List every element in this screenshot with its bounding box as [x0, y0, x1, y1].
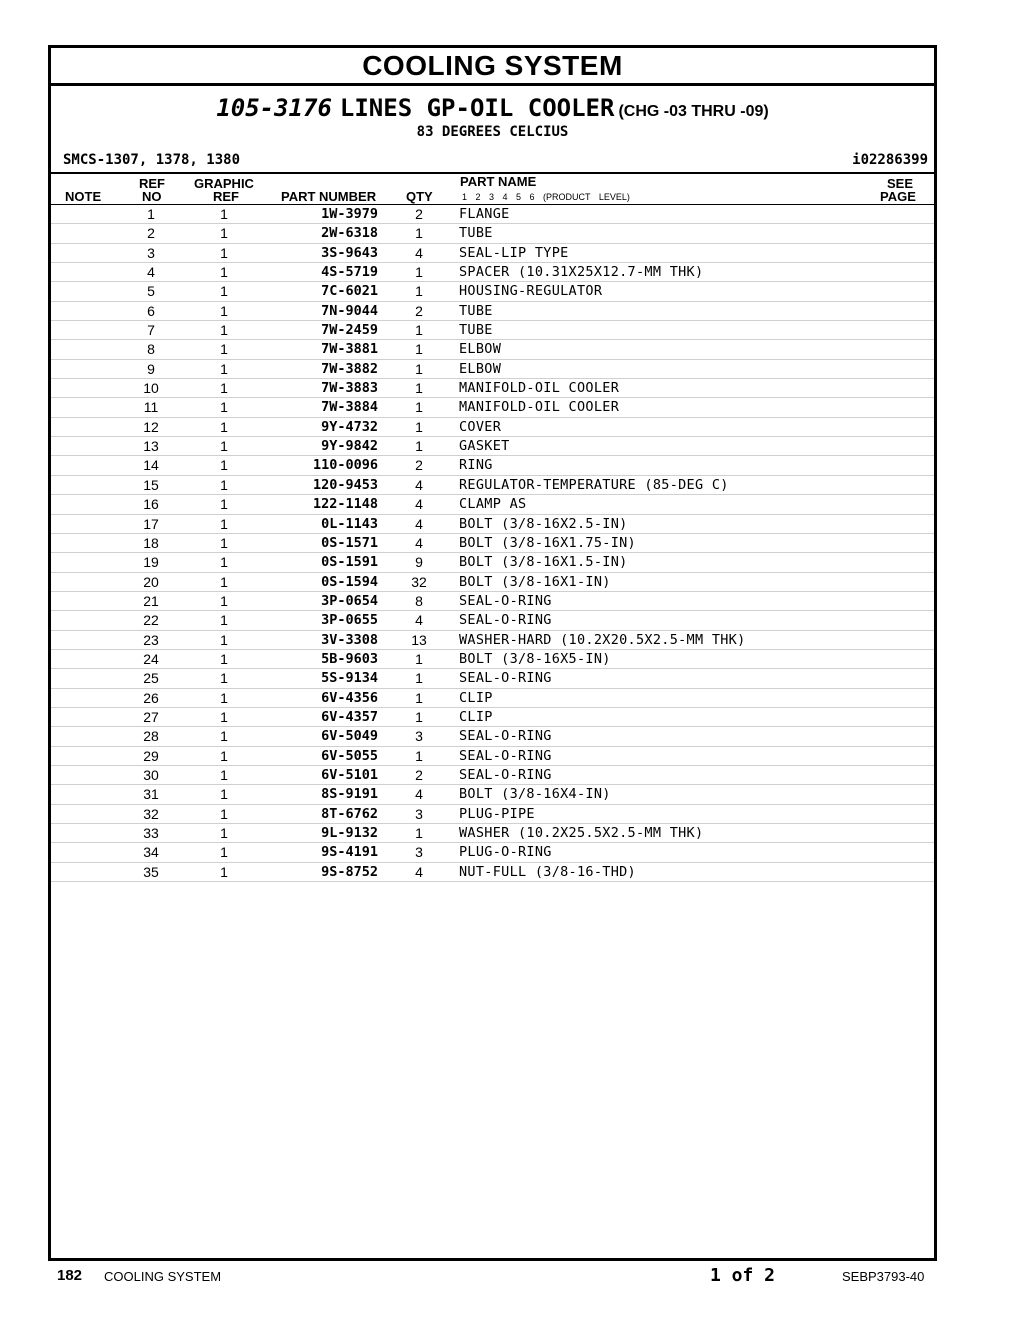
table-row — [51, 843, 934, 862]
part-number-cell: 0L-1143 — [321, 515, 378, 532]
part-name-cell: RING — [459, 457, 493, 474]
group-subtitle: 83 DEGREES CELCIUS — [416, 124, 569, 140]
graphic-ref-cell: 1 — [220, 322, 228, 339]
part-number-cell: 9Y-9842 — [321, 438, 378, 455]
part-name-cell: CLIP — [459, 689, 493, 706]
part-number-cell: 8T-6762 — [321, 805, 378, 822]
table-row — [51, 244, 934, 263]
part-name-cell: SEAL-O-RING — [459, 592, 552, 609]
part-number-cell: 9S-4191 — [321, 844, 378, 861]
part-number-cell: 0S-1594 — [321, 573, 378, 590]
qty-cell: 2 — [415, 457, 423, 474]
qty-cell: 1 — [415, 747, 423, 764]
part-number-cell: 7W-2459 — [321, 322, 378, 339]
graphic-ref-cell: 1 — [220, 728, 228, 745]
qty-cell: 2 — [415, 766, 423, 783]
ref-no-cell: 33 — [143, 825, 159, 841]
ref-no-cell: 8 — [147, 341, 155, 358]
part-number-cell: 5S-9134 — [321, 670, 378, 687]
graphic-ref-cell: 1 — [220, 805, 228, 822]
col-product-level: 1 2 3 4 5 6 (PRODUCT LEVEL) — [462, 192, 630, 202]
qty-cell: 1 — [415, 399, 423, 416]
ref-no-cell: 6 — [147, 302, 155, 319]
part-name-cell: ELBOW — [459, 341, 502, 358]
graphic-ref-cell: 1 — [220, 283, 228, 300]
table-row — [51, 360, 934, 379]
qty-cell: 1 — [415, 825, 423, 841]
graphic-ref-cell: 1 — [220, 766, 228, 783]
qty-cell: 4 — [415, 496, 423, 513]
graphic-ref-cell: 1 — [220, 670, 228, 687]
table-row — [51, 340, 934, 359]
group-number: 105-3176 — [216, 94, 332, 122]
table-row — [51, 611, 934, 630]
qty-cell: 4 — [415, 244, 423, 261]
part-name-cell: SEAL-O-RING — [459, 766, 552, 783]
graphic-ref-cell: 1 — [220, 206, 228, 222]
part-number-cell: 6V-5055 — [321, 747, 378, 764]
part-number-cell: 2W-6318 — [321, 225, 378, 242]
qty-cell: 1 — [415, 670, 423, 687]
part-name-cell: REGULATOR-TEMPERATURE (85-DEG C) — [459, 476, 729, 493]
ref-no-cell: 7 — [147, 322, 155, 339]
table-row — [51, 708, 934, 727]
col-note: NOTE — [65, 189, 102, 204]
ref-no-cell: 20 — [143, 573, 159, 590]
table-row — [51, 863, 934, 882]
ref-no-cell: 30 — [143, 766, 159, 783]
part-name-cell: SPACER (10.31X25X12.7-MM THK) — [459, 264, 704, 281]
qty-cell: 3 — [415, 805, 423, 822]
table-row — [51, 785, 934, 804]
graphic-ref-cell: 1 — [220, 264, 228, 281]
ref-no-cell: 19 — [143, 554, 159, 571]
group-title-line — [51, 94, 934, 122]
part-number-cell: 5B-9603 — [321, 650, 378, 667]
table-row — [51, 476, 934, 495]
col-part-number: PART NUMBER — [281, 189, 377, 204]
part-number-cell: 9S-8752 — [321, 863, 378, 880]
table-row — [51, 669, 934, 688]
table-row — [51, 321, 934, 340]
qty-cell: 1 — [415, 689, 423, 706]
graphic-ref-cell: 1 — [220, 302, 228, 319]
part-name-cell: NUT-FULL (3/8-16-THD) — [459, 863, 636, 880]
parts-table-body — [51, 205, 934, 882]
graphic-ref-cell: 1 — [220, 554, 228, 571]
page-number: 182 — [57, 1267, 83, 1284]
qty-cell: 4 — [415, 612, 423, 629]
ref-no-cell: 18 — [143, 534, 159, 551]
col-see-bottom: PAGE — [880, 189, 916, 204]
qty-cell: 13 — [411, 631, 427, 648]
table-row — [51, 631, 934, 650]
group-header — [51, 86, 934, 174]
part-number-cell: 3S-9643 — [321, 244, 378, 261]
part-number-cell: 8S-9191 — [321, 786, 378, 803]
column-headers — [51, 174, 934, 205]
graphic-ref-cell: 1 — [220, 844, 228, 861]
part-number-cell: 6V-4356 — [321, 689, 378, 706]
part-name-cell: TUBE — [459, 322, 493, 339]
ref-no-cell: 16 — [143, 496, 159, 513]
ref-no-cell: 14 — [143, 457, 159, 474]
ref-no-cell: 25 — [143, 670, 159, 687]
part-name-cell: PLUG-O-RING — [459, 844, 552, 861]
part-number-cell: 0S-1571 — [321, 534, 378, 551]
part-name-cell: ELBOW — [459, 360, 502, 377]
part-name-cell: SEAL-O-RING — [459, 670, 552, 687]
graphic-ref-cell: 1 — [220, 476, 228, 493]
ref-no-cell: 2 — [147, 225, 155, 242]
part-number-cell: 3P-0654 — [321, 592, 378, 609]
part-number-cell: 7W-3882 — [321, 360, 378, 377]
table-row — [51, 495, 934, 514]
part-number-cell: 7W-3883 — [321, 380, 378, 397]
part-number-cell: 3P-0655 — [321, 612, 378, 629]
graphic-ref-cell: 1 — [220, 244, 228, 261]
table-row — [51, 302, 934, 321]
part-name-cell: BOLT (3/8-16X5-IN) — [459, 650, 611, 667]
table-row — [51, 515, 934, 534]
part-number-cell: 120-9453 — [312, 476, 378, 493]
part-number-cell: 9L-9132 — [321, 825, 378, 841]
ref-no-cell: 29 — [143, 747, 159, 764]
ref-no-cell: 26 — [143, 689, 159, 706]
qty-cell: 4 — [415, 863, 423, 880]
table-row — [51, 766, 934, 785]
part-number-cell: 6V-5049 — [321, 728, 378, 745]
table-row — [51, 824, 934, 843]
qty-cell: 32 — [411, 573, 427, 590]
part-name-cell: SEAL-O-RING — [459, 747, 552, 764]
col-graphic-top: GRAPHIC — [194, 176, 254, 191]
table-row — [51, 205, 934, 224]
part-number-cell: 7W-3884 — [321, 399, 378, 416]
table-row — [51, 805, 934, 824]
part-number-cell: 4S-5719 — [321, 264, 378, 281]
table-row — [51, 437, 934, 456]
table-row — [51, 573, 934, 592]
page-of-count: 1 of 2 — [710, 1265, 776, 1286]
part-name-cell: BOLT (3/8-16X2.5-IN) — [459, 515, 628, 532]
graphic-ref-cell: 1 — [220, 341, 228, 358]
col-qty: QTY — [406, 189, 433, 204]
col-ref-bottom: NO — [142, 189, 162, 204]
ref-no-cell: 5 — [147, 283, 155, 300]
part-name-cell: GASKET — [459, 438, 510, 455]
part-number-cell: 7N-9044 — [321, 302, 378, 319]
col-ref-top: REF — [139, 176, 165, 191]
part-name-cell: FLANGE — [459, 206, 510, 222]
qty-cell: 1 — [415, 322, 423, 339]
graphic-ref-cell: 1 — [220, 380, 228, 397]
ref-no-cell: 4 — [147, 264, 155, 281]
ref-no-cell: 13 — [143, 438, 159, 455]
part-name-cell: CLAMP AS — [459, 496, 527, 513]
smcs-codes: SMCS-1307, 1378, 1380 — [63, 152, 241, 168]
graphic-ref-cell: 1 — [220, 747, 228, 764]
table-row — [51, 418, 934, 437]
qty-cell: 1 — [415, 225, 423, 242]
ref-no-cell: 21 — [143, 592, 159, 609]
group-name: LINES GP-OIL COOLER — [339, 94, 615, 122]
ref-no-cell: 24 — [143, 650, 159, 667]
ref-no-cell: 28 — [143, 728, 159, 745]
table-row — [51, 379, 934, 398]
page-footer — [0, 1265, 1020, 1287]
part-number-cell: 1W-3979 — [321, 206, 378, 222]
part-number-cell: 6V-5101 — [321, 766, 378, 783]
qty-cell: 1 — [415, 360, 423, 377]
col-part-name: PART NAME — [460, 174, 537, 189]
qty-cell: 4 — [415, 534, 423, 551]
ref-no-cell: 17 — [143, 515, 159, 532]
table-row — [51, 650, 934, 669]
qty-cell: 3 — [415, 844, 423, 861]
graphic-ref-cell: 1 — [220, 631, 228, 648]
table-row — [51, 398, 934, 417]
graphic-ref-cell: 1 — [220, 650, 228, 667]
ref-no-cell: 23 — [143, 631, 159, 648]
qty-cell: 4 — [415, 786, 423, 803]
parts-page-frame — [48, 45, 937, 1261]
part-number-cell: 7W-3881 — [321, 341, 378, 358]
ref-no-cell: 32 — [143, 805, 159, 822]
qty-cell: 1 — [415, 341, 423, 358]
graphic-ref-cell: 1 — [220, 457, 228, 474]
part-number-cell: 122-1148 — [312, 496, 378, 513]
part-name-cell: COVER — [459, 418, 502, 435]
graphic-ref-cell: 1 — [220, 863, 228, 880]
graphic-ref-cell: 1 — [220, 825, 228, 841]
document-id: SEBP3793-40 — [842, 1269, 925, 1284]
section-title: COOLING SYSTEM — [51, 48, 934, 86]
qty-cell: 1 — [415, 650, 423, 667]
table-row — [51, 747, 934, 766]
part-name-cell: TUBE — [459, 225, 493, 242]
qty-cell: 8 — [415, 592, 423, 609]
part-name-cell: PLUG-PIPE — [459, 805, 535, 822]
graphic-ref-cell: 1 — [220, 515, 228, 532]
table-row — [51, 592, 934, 611]
qty-cell: 1 — [415, 438, 423, 455]
table-row — [51, 727, 934, 746]
part-name-cell: TUBE — [459, 302, 493, 319]
part-number-cell: 0S-1591 — [321, 554, 378, 571]
ref-no-cell: 9 — [147, 360, 155, 377]
ref-no-cell: 1 — [147, 206, 155, 222]
graphic-ref-cell: 1 — [220, 360, 228, 377]
ref-no-cell: 10 — [143, 380, 159, 397]
graphic-ref-cell: 1 — [220, 786, 228, 803]
graphic-ref-cell: 1 — [220, 592, 228, 609]
ref-no-cell: 15 — [143, 476, 159, 493]
table-row — [51, 282, 934, 301]
qty-cell: 1 — [415, 283, 423, 300]
table-row — [51, 534, 934, 553]
qty-cell: 4 — [415, 476, 423, 493]
table-row — [51, 263, 934, 282]
part-number-cell: 110-0096 — [312, 457, 378, 474]
part-name-cell: SEAL-O-RING — [459, 612, 552, 629]
group-change-range: (CHG -03 THRU -09) — [618, 103, 769, 120]
table-row — [51, 689, 934, 708]
part-name-cell: MANIFOLD-OIL COOLER — [459, 399, 620, 416]
graphic-ref-cell: 1 — [220, 418, 228, 435]
part-name-cell: BOLT (3/8-16X4-IN) — [459, 786, 611, 803]
qty-cell: 1 — [415, 380, 423, 397]
ref-no-cell: 31 — [143, 786, 159, 803]
ref-no-cell: 34 — [143, 844, 159, 861]
graphic-ref-cell: 1 — [220, 689, 228, 706]
col-see-top: SEE — [887, 176, 914, 191]
ref-no-cell: 35 — [143, 863, 159, 880]
part-name-cell: BOLT (3/8-16X1-IN) — [459, 573, 611, 590]
ref-no-cell: 3 — [147, 244, 155, 261]
table-row — [51, 553, 934, 572]
part-name-cell: BOLT (3/8-16X1.75-IN) — [459, 534, 636, 551]
qty-cell: 1 — [415, 708, 423, 725]
part-name-cell: WASHER (10.2X25.5X2.5-MM THK) — [459, 825, 704, 841]
ref-no-cell: 12 — [143, 418, 159, 435]
part-name-cell: HOUSING-REGULATOR — [459, 283, 603, 300]
part-number-cell: 7C-6021 — [321, 283, 378, 300]
part-number-cell: 3V-3308 — [321, 631, 378, 648]
col-graphic-bottom: REF — [213, 189, 239, 204]
ref-no-cell: 11 — [143, 399, 159, 416]
graphic-ref-cell: 1 — [220, 496, 228, 513]
qty-cell: 2 — [415, 302, 423, 319]
part-name-cell: BOLT (3/8-16X1.5-IN) — [459, 554, 628, 571]
illustration-id: i02286399 — [852, 152, 928, 168]
graphic-ref-cell: 1 — [220, 708, 228, 725]
table-row — [51, 224, 934, 243]
graphic-ref-cell: 1 — [220, 438, 228, 455]
graphic-ref-cell: 1 — [220, 225, 228, 242]
part-name-cell: CLIP — [459, 708, 493, 725]
graphic-ref-cell: 1 — [220, 534, 228, 551]
qty-cell: 4 — [415, 515, 423, 532]
graphic-ref-cell: 1 — [220, 399, 228, 416]
ref-no-cell: 22 — [143, 612, 159, 629]
qty-cell: 3 — [415, 728, 423, 745]
graphic-ref-cell: 1 — [220, 612, 228, 629]
graphic-ref-cell: 1 — [220, 573, 228, 590]
qty-cell: 1 — [415, 418, 423, 435]
part-number-cell: 9Y-4732 — [321, 418, 378, 435]
footer-section: COOLING SYSTEM — [104, 1269, 222, 1284]
part-name-cell: SEAL-O-RING — [459, 728, 552, 745]
qty-cell: 2 — [415, 206, 423, 222]
qty-cell: 1 — [415, 264, 423, 281]
part-number-cell: 6V-4357 — [321, 708, 378, 725]
ref-no-cell: 27 — [143, 708, 159, 725]
qty-cell: 9 — [415, 554, 423, 571]
part-name-cell: MANIFOLD-OIL COOLER — [459, 380, 620, 397]
part-name-cell: SEAL-LIP TYPE — [459, 244, 569, 261]
part-name-cell: WASHER-HARD (10.2X20.5X2.5-MM THK) — [459, 631, 746, 648]
table-row — [51, 456, 934, 475]
